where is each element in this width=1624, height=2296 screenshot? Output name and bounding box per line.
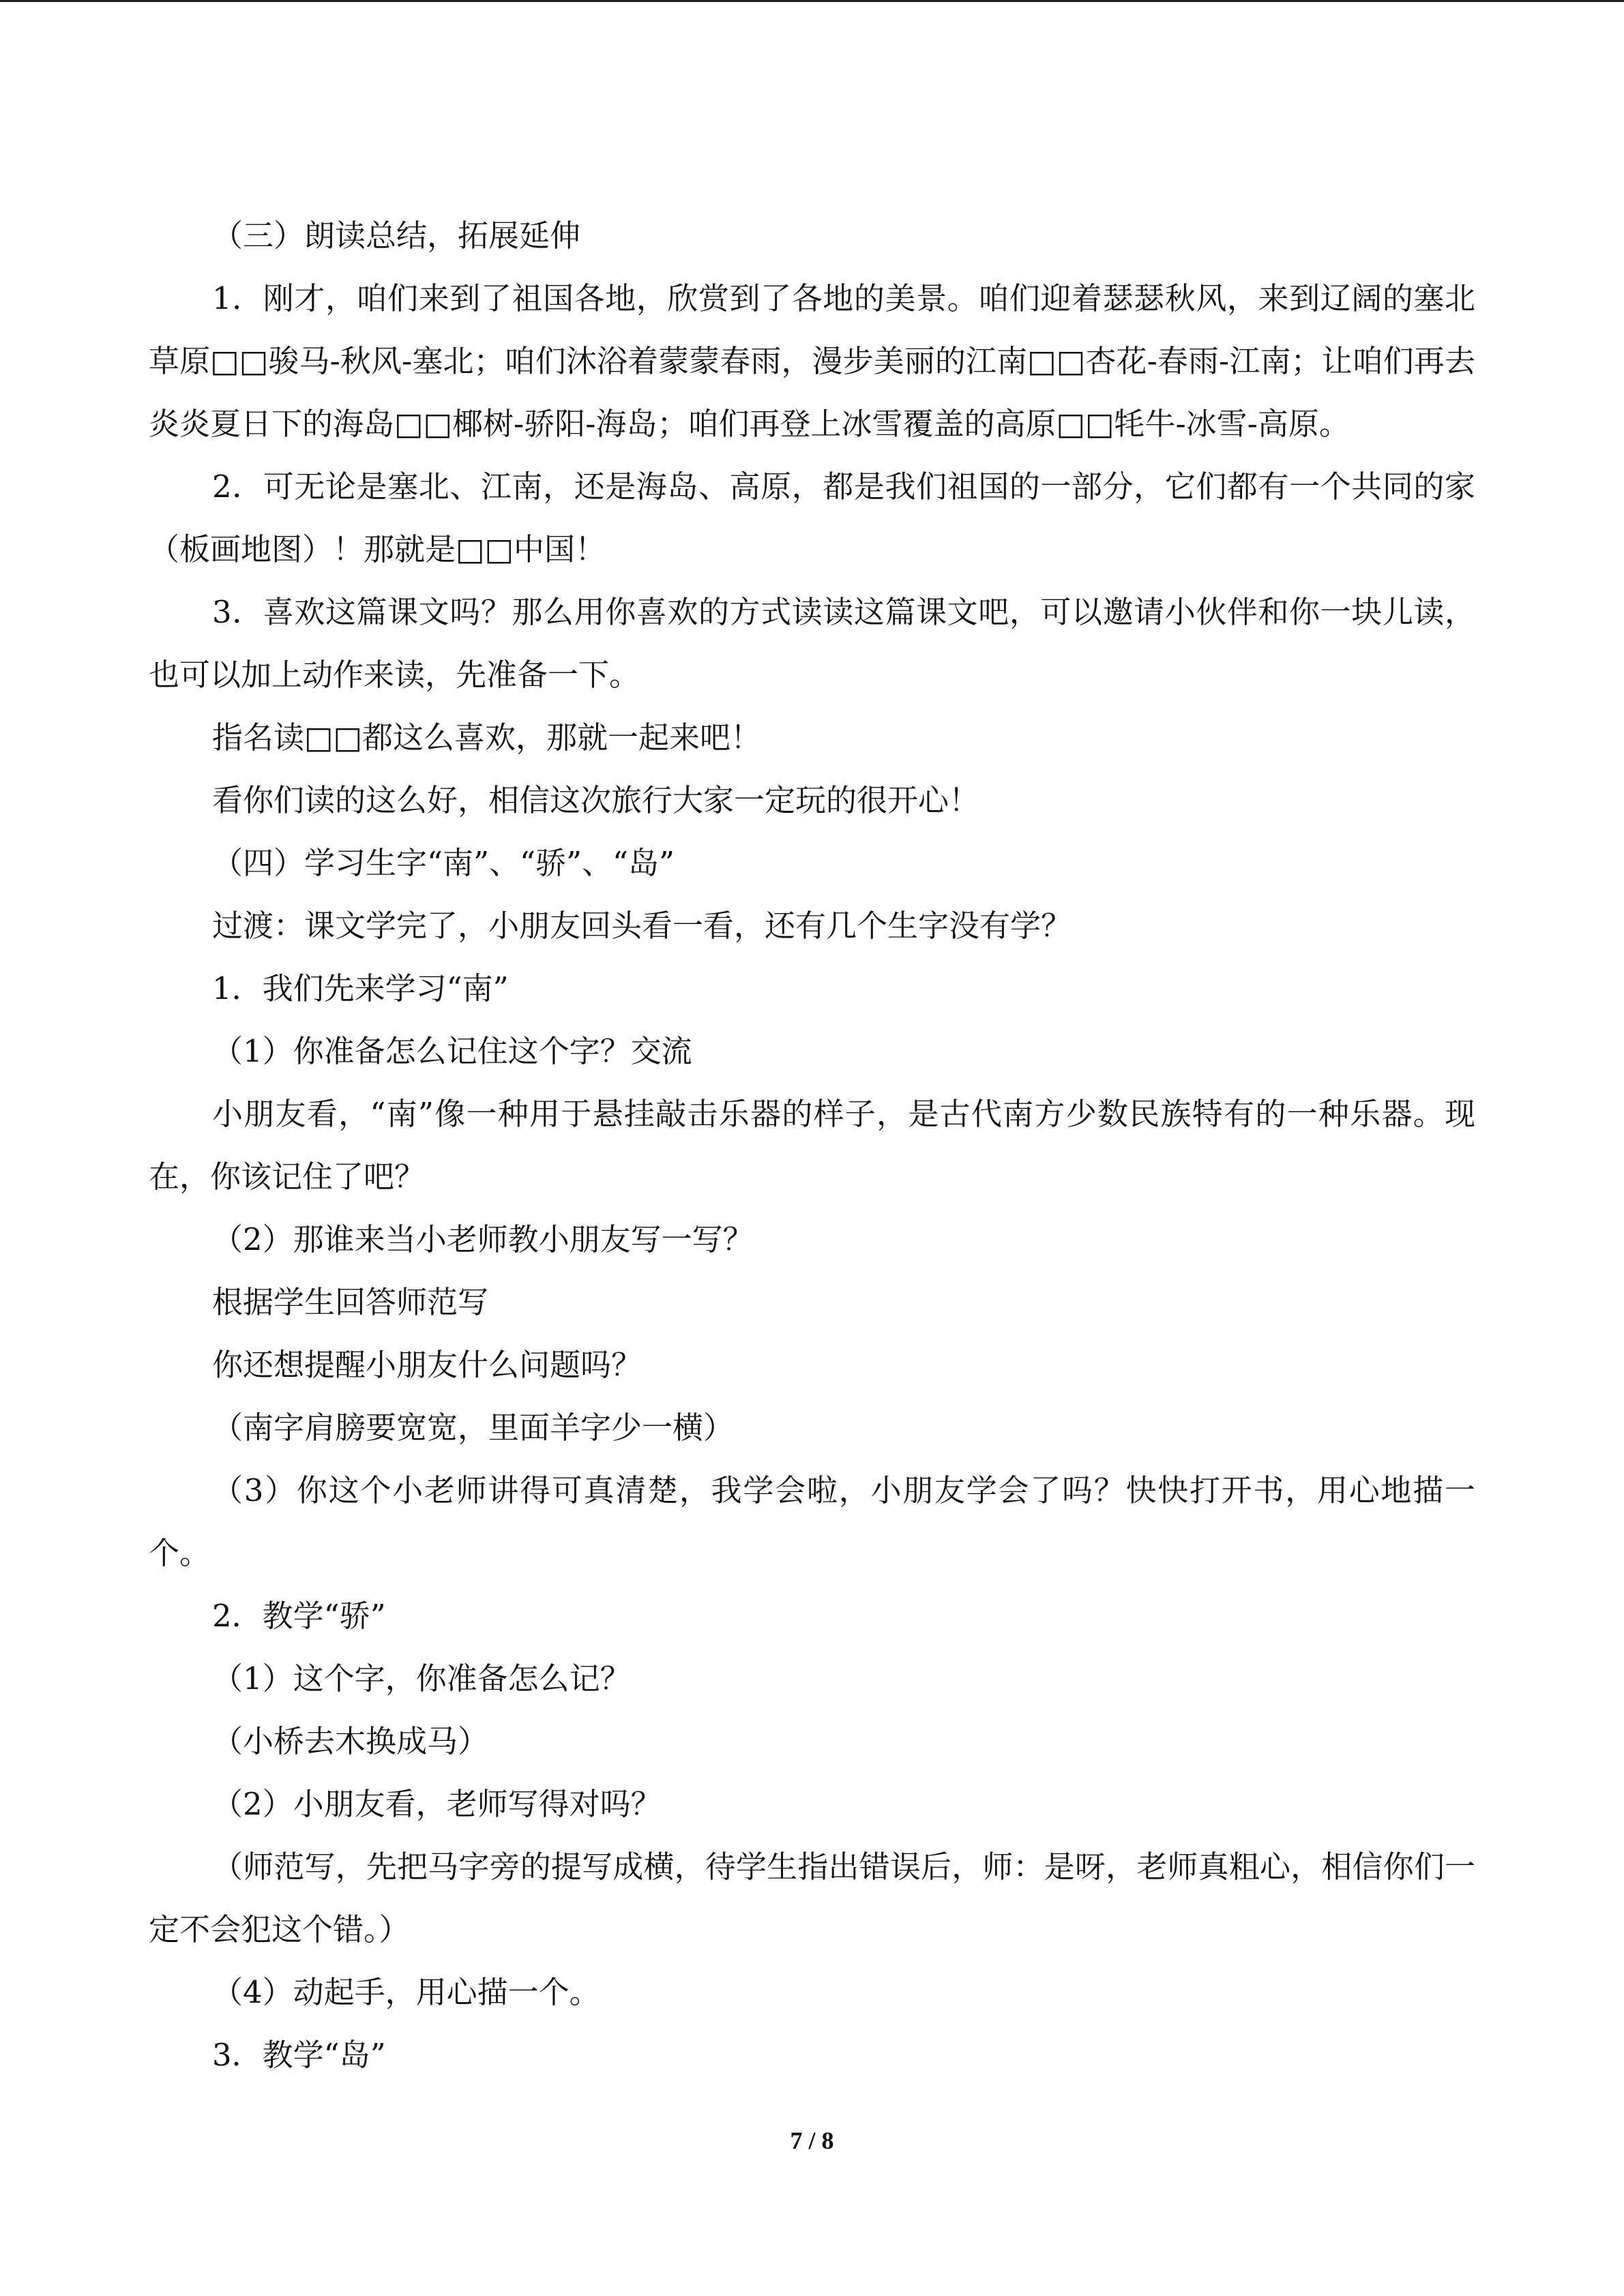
paragraph-jiao-step-2: （2）小朋友看，老师写得对吗？	[212, 1786, 662, 1822]
paragraph-reminder-question: 你还想提醒小朋友什么问题吗？	[212, 1347, 643, 1383]
paragraph-nan-tip: （南字肩膀要宽宽，里面羊字少一横）	[212, 1410, 735, 1446]
paragraph-motherland: 2．可无论是塞北、江南，还是海岛、高原，都是我们祖国的一部分，它们都有一个共同的家（板画地图）！那就是□□中国！	[149, 468, 1475, 567]
paragraph-named-reading: 指名读□□都这么喜欢，那就一起来吧！	[212, 719, 762, 756]
document-body	[149, 205, 1475, 2087]
paragraph-scenery-review: 1．刚才，咱们来到了祖国各地，欣赏到了各地的美景。咱们迎着瑟瑟秋风，来到辽阔的塞北草原□□骏马-秋风-塞北；咱们沐浴着蒙蒙春雨，漫步美丽的江南□□杏花-春雨-江南；让咱们再去炎炎夏日下的海岛□□椰树-骄阳-海岛；咱们再登上冰雪覆盖的高原□□牦牛-冰雪-高原。	[149, 280, 1475, 442]
paragraph-teacher-writes: 根据学生回答师范写	[212, 1284, 489, 1320]
paragraph-nan-step-1: （1）你准备怎么记住这个字？交流	[212, 1033, 692, 1069]
paragraph-transition: 过渡：课文学完了，小朋友回头看一看，还有几个生字没有学？	[212, 908, 1072, 944]
section-heading-new-characters: （四）学习生字“南”、“骄”、“岛”	[212, 845, 675, 881]
subheading-jiao: 2．教学“骄”	[212, 1598, 386, 1634]
paragraph-nan-step-3: （3）你这个小老师讲得可真清楚，我学会啦，小朋友学会了吗？快快打开书，用心地描一个。	[149, 1472, 1475, 1571]
subheading-dao: 3．教学“岛”	[212, 2037, 386, 2073]
page-number: 7 / 8	[790, 2127, 834, 2154]
section-heading-reading-summary: （三）朗读总结，拓展延伸	[212, 218, 581, 254]
top-border-line	[0, 0, 1624, 2]
paragraph-jiao-demo: （师范写，先把马字旁的提写成横，待学生指出错误后，师：是呀，老师真粗心，相信你们一定不会犯这个错。）	[149, 1849, 1475, 1948]
paragraph-jiao-memory-tip: （小桥去木换成马）	[212, 1723, 489, 1759]
paragraph-happy-trip: 看你们读的这么好，相信这次旅行大家一定玩的很开心！	[212, 782, 980, 818]
paragraph-nan-explanation: 小朋友看，“南”像一种用于悬挂敲击乐器的样子，是古代南方少数民族特有的一种乐器。现在，你该记住了吧？	[149, 1096, 1475, 1195]
paragraph-nan-step-2: （2）那谁来当小老师教小朋友写一写？	[212, 1221, 754, 1257]
paragraph-jiao-step-4: （4）动起手，用心描一个。	[212, 1974, 600, 2010]
paragraph-jiao-step-1: （1）这个字，你准备怎么记？	[212, 1660, 631, 1697]
subheading-nan: 1．我们先来学习“南”	[212, 970, 509, 1007]
paragraph-reading-practice: 3．喜欢这篇课文吗？那么用你喜欢的方式读读这篇课文吧，可以邀请小伙伴和你一块儿读，也可以加上动作来读，先准备一下。	[149, 594, 1475, 693]
